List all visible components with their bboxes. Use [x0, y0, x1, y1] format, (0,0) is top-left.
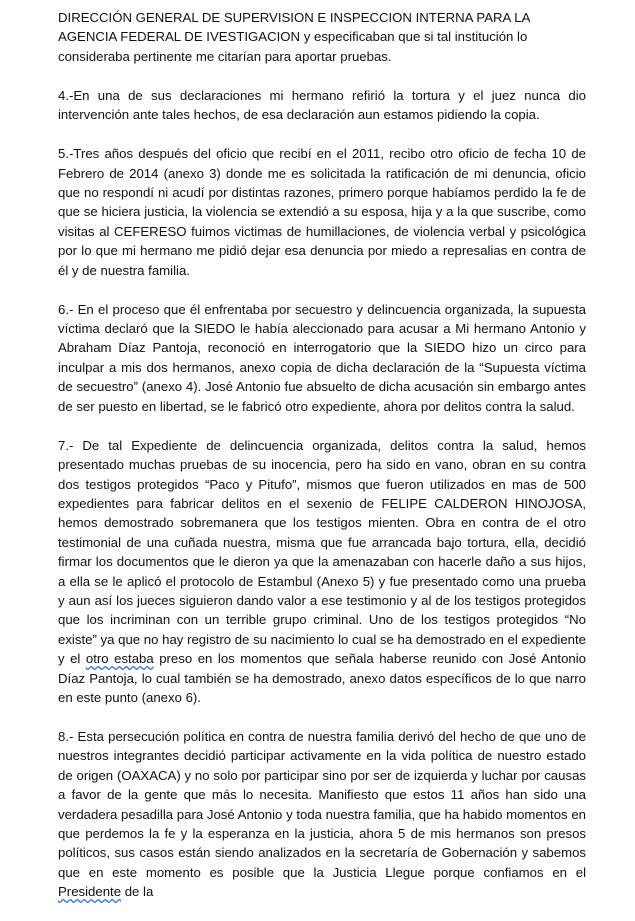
spellcheck-underline-otro-estaba: otro estaba: [85, 651, 154, 667]
paragraph-6: 6.- En el proceso que él enfrentaba por secuestro y delincuencia organizada, la supuesta víctima declaró que la SIEDO le había aleccionado para acusar a Mi hermano Antonio y Abraham Díaz Pantoja, reconoció en interrogatorio que la SIEDO hizo un circo para inculpar a mis dos hermanos, anexo copia de dicha declaración de la “Supuesta víctima de secuestro” (anexo 4). José Antonio fue absuelto de dicha acusación sin embargo antes de ser puesto en libertad, se le fabricó otro expediente, ahora por delitos contra la salud.: [58, 301, 586, 414]
paragraph-7: [58, 436, 586, 708]
paragraph-4: 4.-En una de sus declaraciones mi hermano refirió la tortura y el juez nunca dio intervención ante tales hechos, de esa declaración aun estamos pidiendo la copia.: [58, 87, 586, 123]
paragraph-8: [58, 727, 586, 902]
paragraph-7-text-after: preso en los momentos que señala haberse reunido con José Antonio Díaz Pantoja, lo cual también se ha demostrado, anexo datos específicos de lo que narro en este punto (anexo 6).: [58, 651, 586, 705]
spellcheck-underline-presidente: Presidente: [58, 884, 122, 900]
paragraph-7-text-before: 7.- De tal Expediente de delincuencia organizada, delitos contra la salud, hemos presentado muchas pruebas de su inocencia, pero ha sido en vano, obran en su contra dos testigos protegidos “Paco y Pitufo”, mismos que fueron utilizados en mas de 500 expedientes para fabricar delitos en el sexenio de FELIPE CALDERON HINOJOSA, hemos demostrado sobremanera que los testigos mienten. Obra en contra de el otro testimonial de una cuñada nuestra, misma que fue arrancada bajo tortura, ella, decidió firmar los documentos que le dieron ya que la amenazaban con hacerle daño a sus hijos, a ella se le aplicó el protocolo de Estambul (Anexo 5) y fue presentado como una prueba y aun así los jueces siguieron dando valor a ese testimonio y al de los testigos protegidos que los incriminan con un terrible grupo criminal. Uno de los testigos protegidos “No existe” ya que no hay registro de su nacimiento lo cual se ha demostrado en el expediente y el: [58, 437, 586, 667]
document-body: [58, 8, 586, 921]
paragraph-8-text-before: 8.- Esta persecución política en contra de nuestra familia derivó del hecho de que uno de nuestros integrantes decidió participar activamente en la vida política de nuestro estado de origen (OAXACA) y no solo por participar sino por ser de izquierda y luchar por causas a favor de la gente que más lo necesita. Manifiesto que estos 11 años han sido una verdadera pesadilla para José Antonio y toda nuestra familia, que ha habido momentos en que perdemos la fe y la esperanza en la justicia, ahora 5 de mis hermanos son presos políticos, sus casos están siendo analizados en la secretaría de Gobernación y sabemos que en este momento es posible que la Justicia Llegue porque confiamos en el: [58, 728, 586, 880]
paragraph-intro: DIRECCIÓN GENERAL DE SUPERVISION E INSPECCION INTERNA PARA LA AGENCIA FEDERAL DE IVESTIGACION y especificaban que si tal institución lo consideraba pertinente me citarían para aportar pruebas.: [58, 10, 530, 64]
paragraph-5: 5.-Tres años después del oficio que recibí en el 2011, recibo otro oficio de fecha 10 de Febrero de 2014 (anexo 3) donde me es solicitada la ratificación de mi denuncia, oficio que no respondí ni acudí por distintas razones, primero porque habíamos perdido la fe de que se hiciera justicia, la violencia se extendió a su esposa, hija y a la que suscribe, como visitas al CEFERESO fuimos victimas de humillaciones, de violencia verbal y psicológica por lo que mi hermano me pidió dejar esa denuncia por miedo a represalias en contra de él y de nuestra familia.: [58, 146, 586, 278]
paragraph-8-text-after: de la: [121, 884, 154, 900]
